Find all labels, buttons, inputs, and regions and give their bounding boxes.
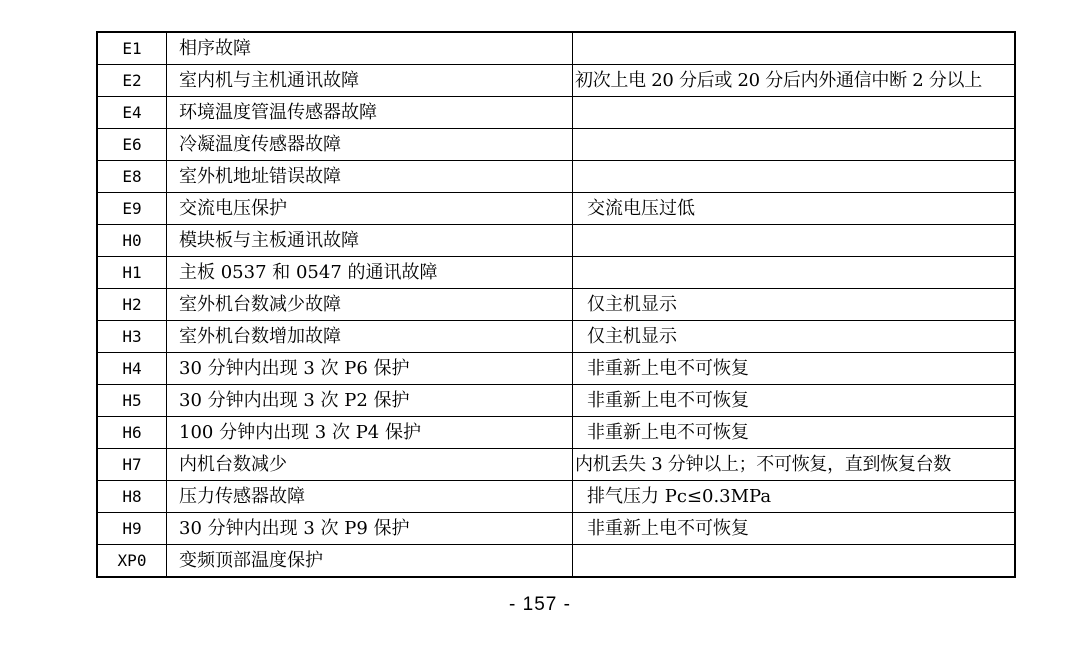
fault-name-cell: 室外机地址错误故障 (167, 161, 573, 193)
table-row (97, 193, 1015, 225)
fault-name-cell: 室外机台数减少故障 (167, 289, 573, 321)
table-row (97, 289, 1015, 321)
table-row (97, 65, 1015, 97)
fault-name-cell: 内机台数减少 (167, 449, 573, 481)
fault-code-cell: H4 (97, 353, 167, 385)
fault-name-cell: 100 分钟内出现 3 次 P4 保护 (167, 417, 573, 449)
fault-note-cell (573, 129, 1016, 161)
table-row (97, 513, 1015, 545)
fault-note-cell (573, 225, 1016, 257)
fault-code-table-body (97, 32, 1015, 577)
fault-note-cell (573, 257, 1016, 289)
fault-name-cell: 30 分钟内出现 3 次 P2 保护 (167, 385, 573, 417)
page-number: - 157 - (509, 594, 571, 615)
fault-name-cell: 冷凝温度传感器故障 (167, 129, 573, 161)
fault-name-cell: 30 分钟内出现 3 次 P9 保护 (167, 513, 573, 545)
table-row (97, 225, 1015, 257)
table-row (97, 32, 1015, 65)
table-row (97, 129, 1015, 161)
fault-note-cell: 非重新上电不可恢复 (573, 417, 1016, 449)
fault-name-cell: 模块板与主板通讯故障 (167, 225, 573, 257)
fault-code-cell: H1 (97, 257, 167, 289)
fault-name-cell: 相序故障 (167, 32, 573, 65)
fault-code-cell: E4 (97, 97, 167, 129)
fault-code-cell: H2 (97, 289, 167, 321)
fault-name-cell: 交流电压保护 (167, 193, 573, 225)
fault-note-cell: 内机丢失 3 分钟以上；不可恢复，直到恢复台数 (573, 449, 1016, 481)
table-row (97, 321, 1015, 353)
table-row (97, 449, 1015, 481)
fault-name-cell: 30 分钟内出现 3 次 P6 保护 (167, 353, 573, 385)
fault-code-cell: H0 (97, 225, 167, 257)
fault-code-table (96, 31, 1016, 578)
table-row (97, 97, 1015, 129)
fault-note-cell: 非重新上电不可恢复 (573, 513, 1016, 545)
table-row (97, 545, 1015, 578)
fault-name-cell: 变频顶部温度保护 (167, 545, 573, 578)
fault-note-cell: 非重新上电不可恢复 (573, 353, 1016, 385)
fault-name-cell: 压力传感器故障 (167, 481, 573, 513)
fault-code-cell: XP0 (97, 545, 167, 578)
fault-note-cell: 非重新上电不可恢复 (573, 385, 1016, 417)
fault-note-cell: 初次上电 20 分后或 20 分后内外通信中断 2 分以上 (573, 65, 1016, 97)
fault-note-cell (573, 545, 1016, 578)
fault-note-cell: 仅主机显示 (573, 321, 1016, 353)
fault-name-cell: 室内机与主机通讯故障 (167, 65, 573, 97)
fault-code-cell: H8 (97, 481, 167, 513)
fault-note-cell: 仅主机显示 (573, 289, 1016, 321)
fault-code-cell: H6 (97, 417, 167, 449)
fault-note-cell: 排气压力 Pc≤0.3MPa (573, 481, 1016, 513)
table-row (97, 417, 1015, 449)
fault-code-cell: H5 (97, 385, 167, 417)
fault-code-cell: E6 (97, 129, 167, 161)
table-row (97, 481, 1015, 513)
fault-note-cell: 交流电压过低 (573, 193, 1016, 225)
table-row (97, 353, 1015, 385)
fault-code-cell: E8 (97, 161, 167, 193)
fault-name-cell: 环境温度管温传感器故障 (167, 97, 573, 129)
table-row (97, 257, 1015, 289)
fault-code-cell: H9 (97, 513, 167, 545)
table-row (97, 161, 1015, 193)
fault-code-cell: E1 (97, 32, 167, 65)
fault-note-cell (573, 32, 1016, 65)
fault-code-cell: H3 (97, 321, 167, 353)
fault-name-cell: 室外机台数增加故障 (167, 321, 573, 353)
fault-note-cell (573, 161, 1016, 193)
fault-note-cell (573, 97, 1016, 129)
fault-code-cell: E9 (97, 193, 167, 225)
table-row (97, 385, 1015, 417)
fault-code-cell: E2 (97, 65, 167, 97)
fault-code-cell: H7 (97, 449, 167, 481)
fault-name-cell: 主板 0537 和 0547 的通讯故障 (167, 257, 573, 289)
